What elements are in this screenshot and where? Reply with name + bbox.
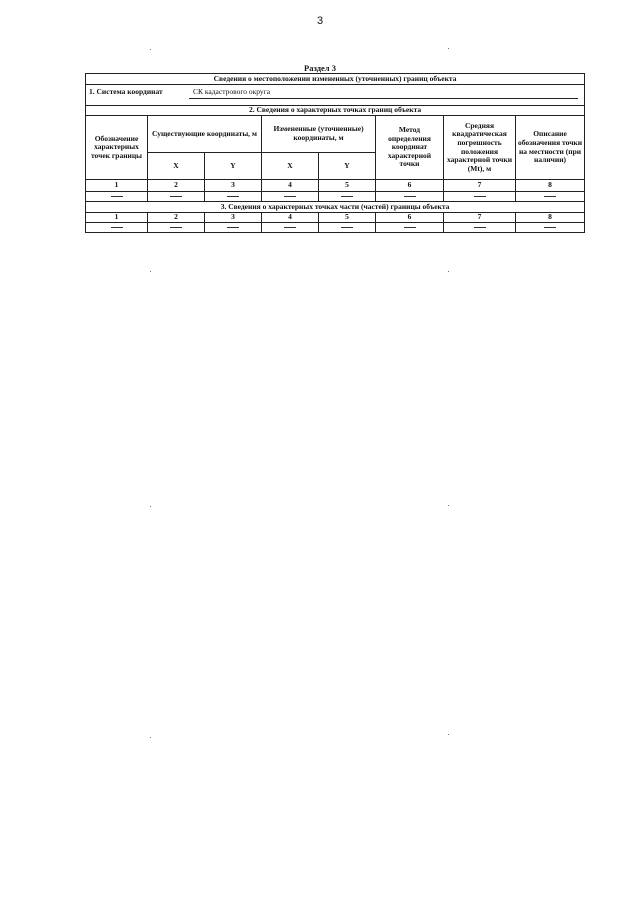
col-num-2: 2 — [148, 213, 205, 223]
header-changed-y: Y — [319, 153, 376, 180]
dash-mark — [170, 196, 182, 197]
dash-mark — [227, 196, 239, 197]
table-row — [86, 223, 585, 233]
dash-mark — [544, 196, 556, 197]
dash-mark — [284, 227, 296, 228]
scan-speck — [448, 271, 449, 272]
header-existing-coords: Существующие координаты, м — [148, 116, 262, 153]
scan-speck — [150, 49, 151, 50]
dash-mark — [170, 227, 182, 228]
table-title-row — [86, 74, 585, 85]
scan-speck — [448, 48, 449, 49]
coord-system-label: 1. Система координат — [89, 87, 163, 96]
col-num-4: 4 — [262, 213, 319, 223]
empty-cell — [516, 192, 585, 202]
dash-mark — [474, 196, 486, 197]
empty-cell — [319, 192, 376, 202]
header-point-designation: Обозначение характерных точек границы — [86, 116, 148, 180]
empty-cell — [319, 223, 376, 233]
empty-cell — [86, 192, 148, 202]
header-changed-x: X — [262, 153, 319, 180]
empty-cell — [86, 223, 148, 233]
dash-mark — [544, 227, 556, 228]
col-num-4: 4 — [262, 180, 319, 192]
dash-mark — [111, 196, 123, 197]
empty-cell — [205, 192, 262, 202]
coord-system-underline — [189, 98, 578, 99]
dash-mark — [341, 196, 353, 197]
scan-speck — [448, 505, 449, 506]
coord-system-value: СК кадастрового округа — [193, 87, 271, 96]
col-num-8: 8 — [516, 213, 585, 223]
col-num-1: 1 — [86, 180, 148, 192]
col-num-3: 3 — [205, 180, 262, 192]
dash-mark — [284, 196, 296, 197]
scan-speck — [150, 506, 151, 507]
boundary-table — [85, 73, 585, 233]
dash-mark — [474, 227, 486, 228]
coord-system-cell — [86, 85, 585, 106]
header-row-1 — [86, 116, 585, 153]
table-title: Сведения о местоположении измененных (уточненных) границ объекта — [86, 74, 585, 85]
col-num-2: 2 — [148, 180, 205, 192]
empty-cell — [444, 192, 516, 202]
empty-cell — [262, 192, 319, 202]
empty-cell — [262, 223, 319, 233]
column-numbers-row-2 — [86, 213, 585, 223]
scan-speck — [150, 737, 151, 738]
coord-system-row — [86, 85, 585, 106]
scan-speck — [448, 734, 449, 735]
dash-mark — [111, 227, 123, 228]
empty-cell — [205, 223, 262, 233]
dash-mark — [404, 196, 416, 197]
col-num-5: 5 — [319, 180, 376, 192]
header-description: Описание обозначения точки на местности (при наличии) — [516, 116, 585, 180]
empty-cell — [148, 223, 205, 233]
header-error: Средняя квадратическая погрешность положения характерной точки (Mt), м — [444, 116, 516, 180]
empty-cell — [516, 223, 585, 233]
header-existing-x: X — [148, 153, 205, 180]
empty-cell — [376, 223, 444, 233]
part2-title: 2. Сведения о характерных точках границ объекта — [86, 106, 585, 116]
part3-title: 3. Сведения о характерных точках части (частей) границы объекта — [86, 202, 585, 213]
col-num-8: 8 — [516, 180, 585, 192]
column-numbers-row — [86, 180, 585, 192]
part3-title-row — [86, 202, 585, 213]
col-num-7: 7 — [444, 180, 516, 192]
header-existing-y: Y — [205, 153, 262, 180]
empty-cell — [376, 192, 444, 202]
dash-mark — [404, 227, 416, 228]
col-num-6: 6 — [376, 213, 444, 223]
header-changed-coords: Измененные (уточненные) координаты, м — [262, 116, 376, 153]
header-method: Метод определения координат характерной точки — [376, 116, 444, 180]
col-num-6: 6 — [376, 180, 444, 192]
scan-speck — [150, 271, 151, 272]
col-num-7: 7 — [444, 213, 516, 223]
part2-title-row — [86, 106, 585, 116]
page-number: 3 — [316, 15, 324, 27]
table-row — [86, 192, 585, 202]
col-num-3: 3 — [205, 213, 262, 223]
dash-mark — [341, 227, 353, 228]
section-title: Раздел 3 — [304, 63, 336, 73]
col-num-5: 5 — [319, 213, 376, 223]
empty-cell — [444, 223, 516, 233]
dash-mark — [227, 227, 239, 228]
empty-cell — [148, 192, 205, 202]
col-num-1: 1 — [86, 213, 148, 223]
